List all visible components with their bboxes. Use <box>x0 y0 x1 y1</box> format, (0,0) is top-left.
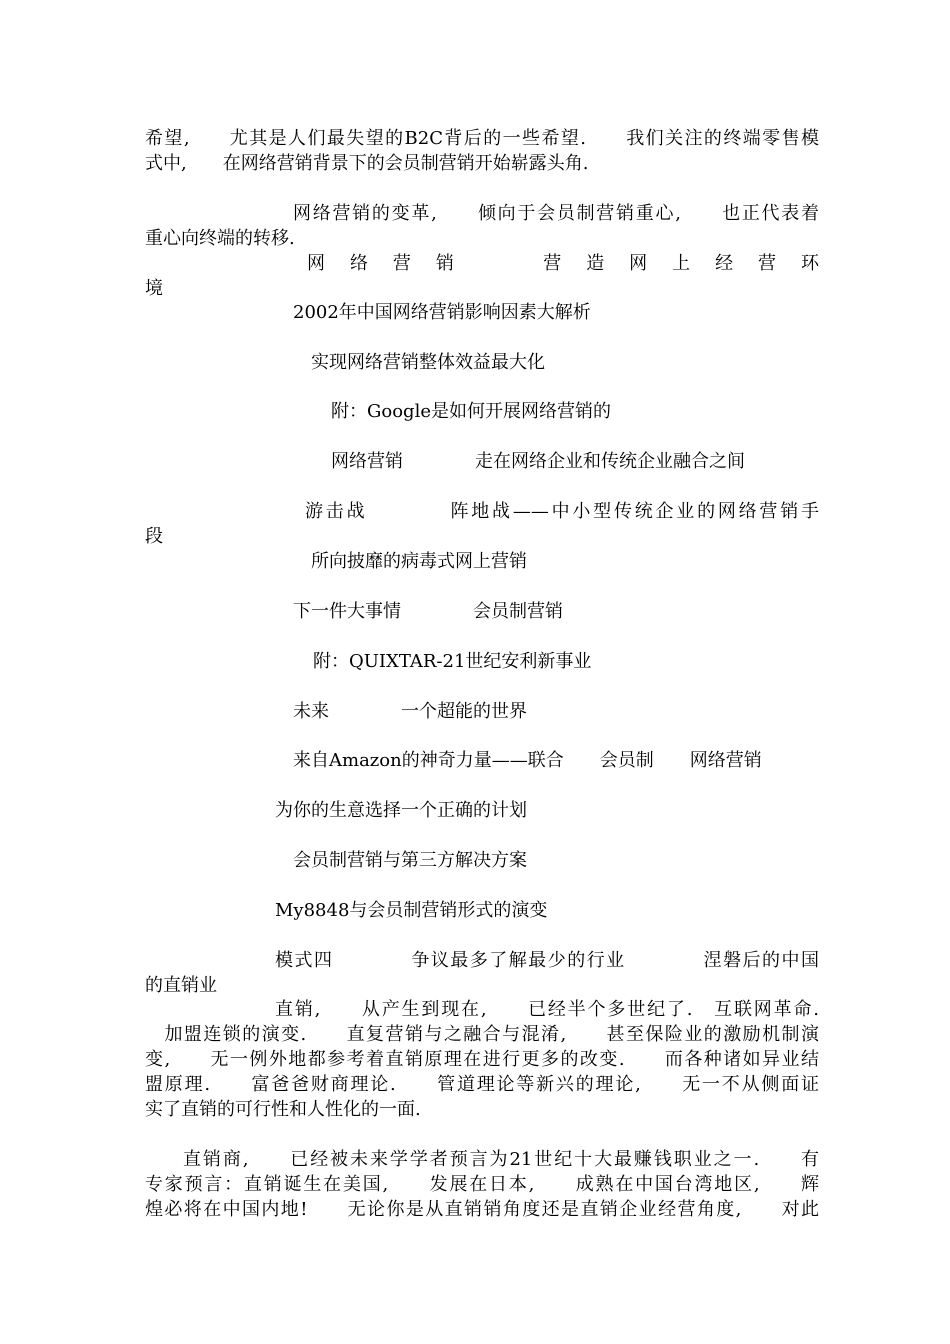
text-line: 未来 一个超能的世界 <box>293 701 527 722</box>
text-line: 网络营销的变革, 倾向于会员制营销重心, 也正代表着 <box>293 203 819 224</box>
text-line: 实了直销的可行性和人性化的一面. <box>145 1099 421 1120</box>
text-line: 下一件大事情 会员制营销 <box>293 601 563 622</box>
text-line: 网 络 营 销 营 造 网 上 经 营 环 <box>307 253 819 274</box>
text-line: 变, 无一例外地都参考着直销原理在进行更多的改变. 而各种诸如异业结 <box>145 1049 819 1070</box>
text-line: 网络营销 走在网络企业和传统企业融合之间 <box>331 451 745 472</box>
paragraph-direct-sellers <box>145 1147 819 1222</box>
text-line: 实现网络营销整体效益最大化 <box>311 352 545 373</box>
heading-right-plan <box>145 798 819 823</box>
heading-guerrilla <box>145 499 819 549</box>
text-line: 专家预言：直销诞生在美国, 发展在日本, 成熟在中国台湾地区, 辉 <box>145 1174 819 1195</box>
text-line: 附：QUIXTAR-21世纪安利新事业 <box>313 651 592 672</box>
heading-third-party <box>145 848 819 873</box>
heading-future <box>145 699 819 724</box>
heading-google <box>145 399 819 424</box>
text-line: 境 <box>145 278 163 299</box>
text-line: 式中, 在网络营销背景下的会员制营销开始崭露头角. <box>145 153 589 174</box>
text-line: 的直销业 <box>145 975 217 996</box>
text-line: 会员制营销与第三方解决方案 <box>293 850 527 871</box>
text-line: 希望, 尤其是人们最失望的B2C背后的一些希望. 我们关注的终端零售模 <box>145 128 819 149</box>
heading-fusion <box>145 449 819 474</box>
heading-quixtar <box>145 649 819 674</box>
heading-overall-benefit <box>145 350 819 375</box>
text-line: 盟原理. 富爸爸财商理论. 管道理论等新兴的理论, 无一不从侧面证 <box>145 1074 819 1095</box>
paragraph-marketing-change <box>145 201 819 251</box>
text-line: 游击战 阵地战——中小型传统企业的网络营销手 <box>305 501 819 522</box>
paragraph-direct-selling-history <box>145 997 819 1122</box>
text-line: 直销, 从产生到现在, 已经半个多世纪了. 互联网革命. <box>275 999 819 1020</box>
text-line: 2002年中国网络营销影响因素大解析 <box>293 302 591 323</box>
heading-my8848 <box>145 898 819 923</box>
heading-amazon <box>145 748 819 773</box>
heading-2002-factors <box>145 300 819 325</box>
text-line: 重心向终端的转移. <box>145 228 295 249</box>
text-line: 附：Google是如何开展网络营销的 <box>331 401 611 422</box>
heading-mode-four <box>145 948 819 998</box>
text-line: 煌必将在中国内地! 无论你是从直销销角度还是直销企业经营角度, 对此 <box>145 1199 819 1220</box>
text-line: 加盟连锁的演变. 直复营销与之融合与混淆, 甚至保险业的激励机制演 <box>145 1024 819 1045</box>
heading-viral <box>145 549 819 574</box>
text-line: 所向披靡的病毒式网上营销 <box>311 551 527 572</box>
text-line: 为你的生意选择一个正确的计划 <box>275 800 527 821</box>
text-line: 模式四 争议最多了解最少的行业 涅磐后的中国 <box>275 950 819 971</box>
text-line: 段 <box>145 526 163 547</box>
text-line: My8848与会员制营销形式的演变 <box>275 900 548 921</box>
text-line: 直销商, 已经被未来学学者预言为21世纪十大最赚钱职业之一. 有 <box>183 1149 819 1170</box>
heading-online-environment <box>145 251 819 301</box>
paragraph-b2c-hope <box>145 126 819 176</box>
text-line: 来自Amazon的神奇力量——联合 会员制 网络营销 <box>293 750 762 771</box>
heading-next-big-thing <box>145 599 819 624</box>
